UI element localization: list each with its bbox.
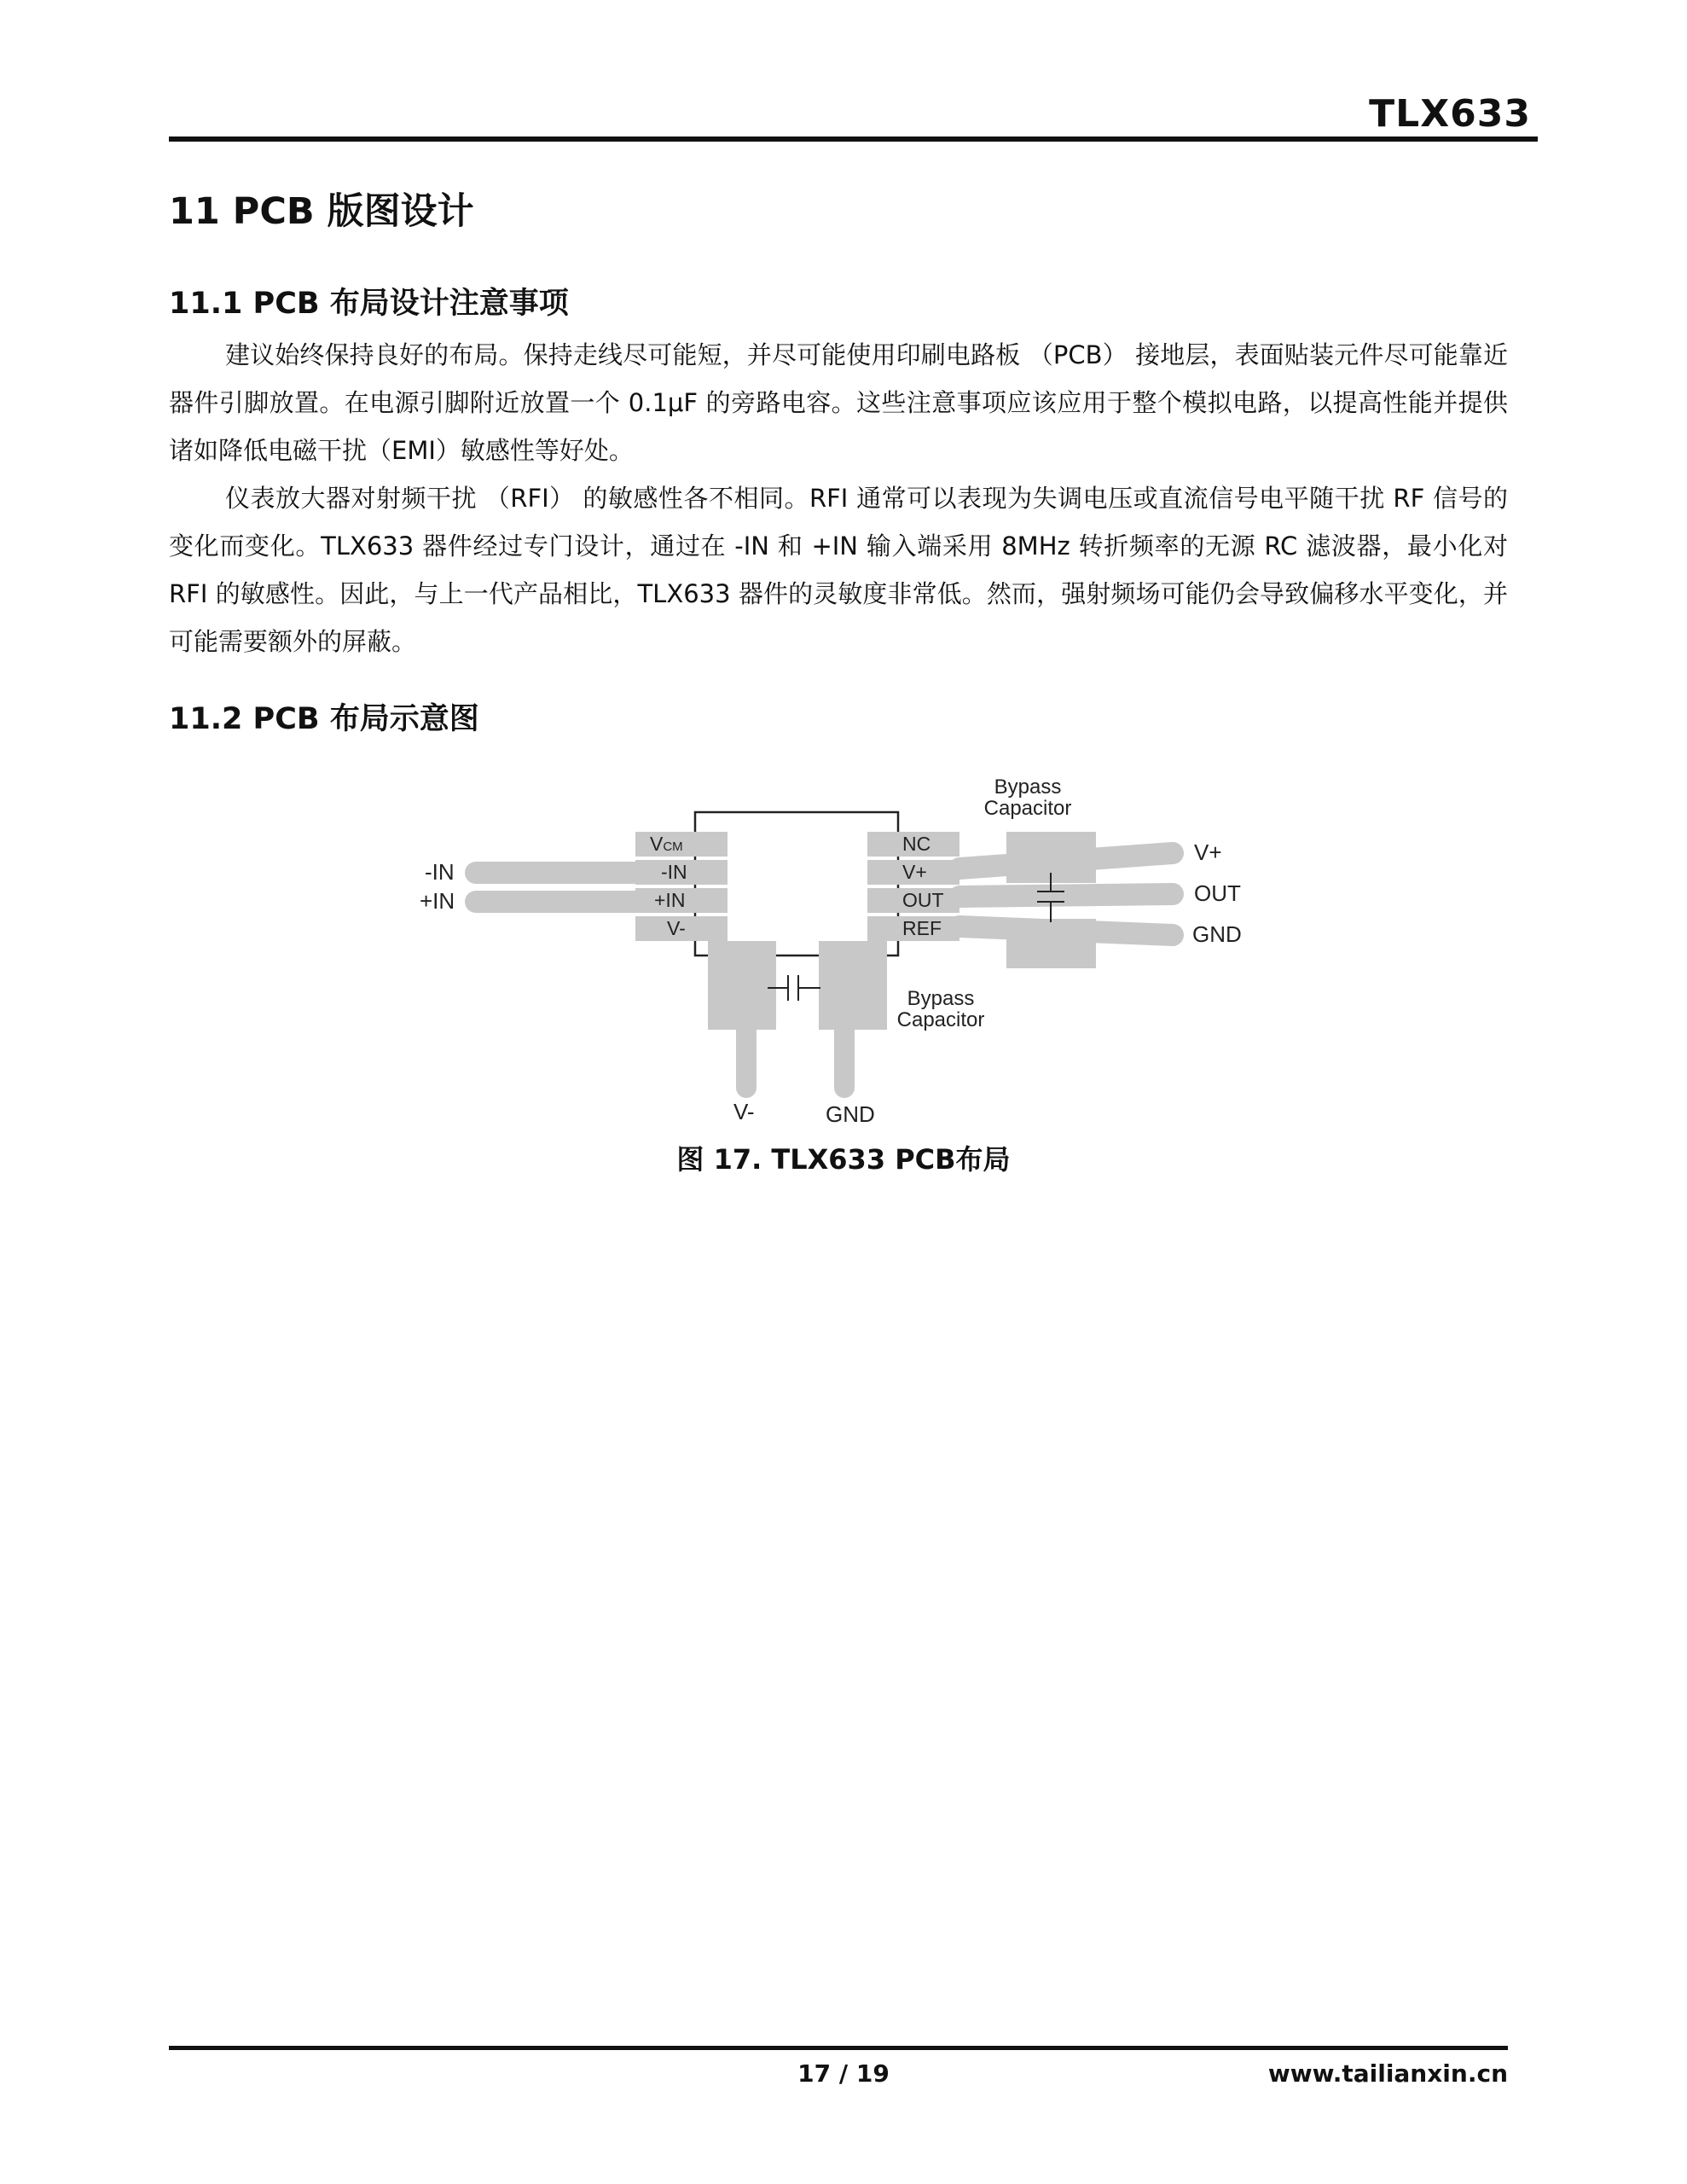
section-title: 11 PCB 版图设计: [169, 190, 474, 233]
figure-caption: 图 17. TLX633 PCB布局: [676, 1143, 1011, 1176]
label-input-in-pos: +IN: [420, 888, 455, 914]
page-number: 17 / 19: [797, 2059, 890, 2088]
label-pin-in-pos: +IN: [654, 889, 686, 911]
label-bypass-bottom-2: Capacitor: [896, 1008, 985, 1031]
label-bypass-bottom-1: Bypass: [907, 987, 975, 1010]
label-output-out: OUT: [1194, 880, 1241, 906]
label-input-in-neg: -IN: [425, 859, 455, 885]
label-pin-nc: NC: [902, 833, 931, 855]
trace-out: [959, 894, 1173, 897]
pcb-layout-diagram: [401, 772, 1296, 1130]
label-pin-ref: REF: [902, 917, 942, 939]
footer-rule: [169, 2046, 1508, 2050]
label-pin-vcm: VCM: [650, 833, 683, 855]
footer-website: www.tailianxin.cn: [1267, 2059, 1508, 2088]
label-output-v-pos: V+: [1194, 839, 1222, 865]
subsection-title-layout-guidelines: 11.1 PCB 布局设计注意事项: [169, 287, 569, 321]
header-rule: [169, 136, 1538, 142]
label-pin-out: OUT: [902, 889, 944, 911]
label-bypass-top-1: Bypass: [994, 775, 1062, 799]
paragraph-rfi: 仪表放大器对射频干扰 （RFI） 的敏感性各不相同。RFI 通常可以表现为失调电压或直流信号电平随干扰 RF 信号的变化而变化。TLX633 器件经过专门设计，通过在 -IN 和 +IN 输入端采用 8MHz 转折频率的无源 RC 滤波器，最小化对 RFI 的敏感性。因此，与上一代产品相比，TLX633 器件的灵敏度非常低。然而，强射频场可能仍会导致偏移水平变化，并可能需要额外的屏蔽。: [169, 484, 1508, 656]
page-header-title: TLX633: [1369, 92, 1531, 136]
label-pin-v-pos: V+: [902, 861, 927, 883]
label-pin-v-neg: V-: [667, 917, 686, 939]
bypass-pad-bottom: [1006, 919, 1096, 968]
paragraph-layout-guidelines: 建议始终保持良好的布局。保持走线尽可能短，并尽可能使用印刷电路板 （PCB） 接地层，表面贴装元件尽可能靠近器件引脚放置。在电源引脚附近放置一个 0.1μF 的旁路电容。这些注意事项应该应用于整个模拟电路，以提高性能并提供诸如降低电磁干扰（EMI）敏感性等好处。: [169, 340, 1508, 465]
label-output-gnd: GND: [1192, 921, 1242, 947]
subsection-title-layout-example: 11.2 PCB 布局示意图: [169, 702, 479, 736]
label-bypass-top-2: Capacitor: [983, 797, 1072, 820]
label-bottom-gnd: GND: [826, 1101, 875, 1127]
label-pin-in-neg: -IN: [661, 861, 687, 883]
label-bottom-v-neg: V-: [733, 1099, 755, 1124]
